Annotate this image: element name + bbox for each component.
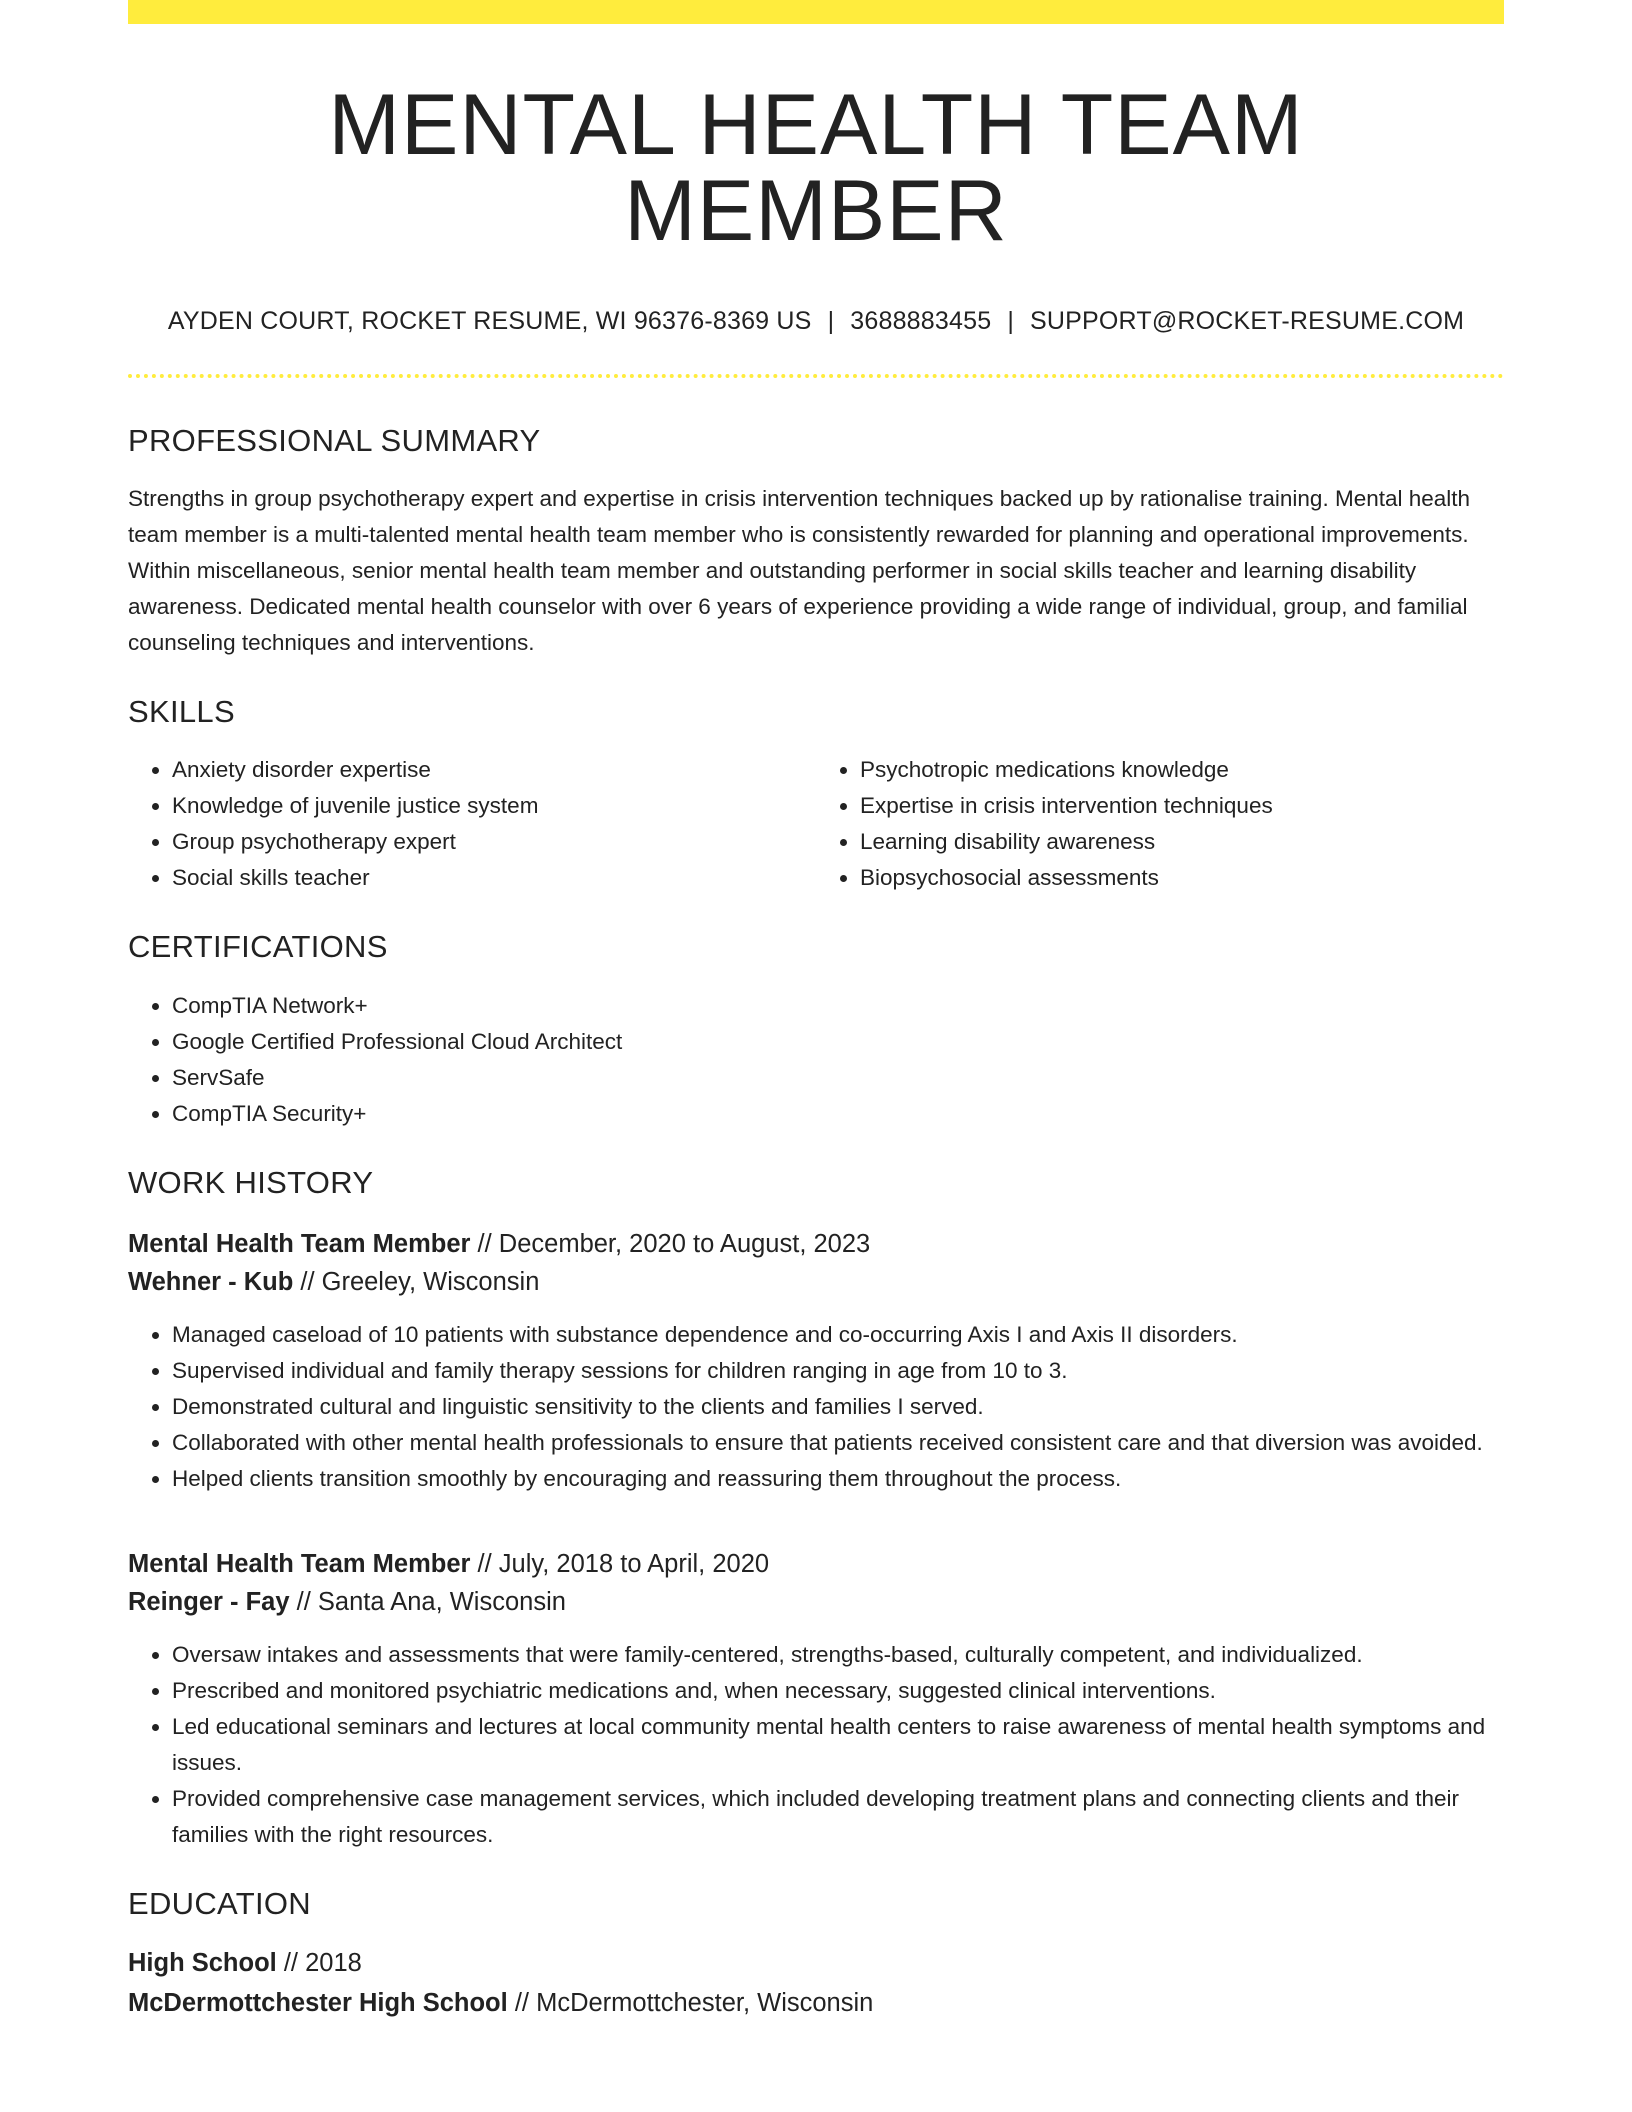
certification-item: • Google Certified Professional Cloud Architect bbox=[172, 1024, 1504, 1060]
job-company: Reinger - Fay bbox=[128, 1587, 290, 1616]
job-duties-list bbox=[128, 1637, 1504, 1853]
dotted-divider bbox=[128, 374, 1504, 378]
job-location: // Greeley, Wisconsin bbox=[293, 1267, 540, 1296]
skills-list-left bbox=[128, 752, 816, 896]
contact-phone: 3688883455 bbox=[850, 307, 992, 335]
job-location: // Santa Ana, Wisconsin bbox=[289, 1587, 566, 1616]
skill-item: • Knowledge of juvenile justice system bbox=[172, 788, 816, 824]
job-duty-item: • Oversaw intakes and assessments that were family-centered, strengths-based, culturally competent, and individualized. bbox=[172, 1637, 1504, 1673]
skill-item: • Psychotropic medications knowledge bbox=[860, 752, 1504, 788]
education-school-line bbox=[128, 1984, 1504, 2022]
job-dates: // December, 2020 to August, 2023 bbox=[470, 1229, 871, 1258]
contact-separator: | bbox=[827, 307, 835, 335]
skill-item: • Biopsychosocial assessments bbox=[860, 860, 1504, 896]
candidate-name: MENTAL HEALTH TEAM MEMBER bbox=[328, 77, 1304, 259]
job-role: Mental Health Team Member bbox=[128, 1229, 471, 1258]
job-title-line bbox=[128, 1225, 1504, 1263]
certification-item: • CompTIA Network+ bbox=[172, 988, 1504, 1024]
contact-line bbox=[128, 306, 1504, 336]
contact-email: SUPPORT@ROCKET-RESUME.COM bbox=[1030, 307, 1465, 335]
education-school: McDermottchester High School bbox=[128, 1988, 508, 2017]
resume-content bbox=[128, 0, 1504, 2022]
summary-heading: PROFESSIONAL SUMMARY bbox=[128, 423, 541, 458]
certification-item: • CompTIA Security+ bbox=[172, 1096, 1504, 1132]
education-heading: EDUCATION bbox=[128, 1885, 311, 1921]
contact-address: AYDEN COURT, ROCKET RESUME, WI 96376-8369 US bbox=[167, 307, 812, 335]
certifications-heading: CERTIFICATIONS bbox=[128, 929, 388, 965]
skills-heading: SKILLS bbox=[128, 694, 235, 730]
education-degree-line bbox=[128, 1944, 1504, 1982]
job-company: Wehner - Kub bbox=[128, 1267, 294, 1296]
skill-item: • Social skills teacher bbox=[172, 860, 816, 896]
skills-columns bbox=[128, 752, 1504, 896]
job-title-line bbox=[128, 1545, 1504, 1583]
job-company-line bbox=[128, 1583, 1504, 1621]
skill-item: • Learning disability awareness bbox=[860, 824, 1504, 860]
job-duty-item: • Helped clients transition smoothly by encouraging and reassuring them throughout the process. bbox=[172, 1461, 1504, 1497]
skill-item: • Expertise in crisis intervention techniques bbox=[860, 788, 1504, 824]
work-history-heading: WORK HISTORY bbox=[128, 1164, 374, 1200]
job-company-line bbox=[128, 1263, 1504, 1301]
summary-text: Strengths in group psychotherapy expert and expertise in crisis intervention techniques backed up by rationalise training. Mental health team member is a multi-talented mental health team member who is consistently rewarded for planning and operational improvements. Within miscellaneous, senior mental health team member and outstanding performer in social skills teacher and learning disability awareness. Dedicated mental health counselor with over 6 years of experience providing a wide range of individual, group, and familial counseling techniques and interventions. bbox=[128, 486, 1471, 656]
certification-item: • ServSafe bbox=[172, 1060, 1504, 1096]
skills-list-right bbox=[816, 752, 1504, 896]
job-duty-item: • Led educational seminars and lectures at local community mental health centers to raise awareness of mental health symptoms and issues. bbox=[172, 1709, 1504, 1781]
job-duty-item: • Collaborated with other mental health professionals to ensure that patients received consistent care and that diversion was avoided. bbox=[172, 1425, 1504, 1461]
education-location: // McDermottchester, Wisconsin bbox=[507, 1988, 874, 2017]
job-duty-item: • Managed caseload of 10 patients with substance dependence and co-occurring Axis I and Axis II disorders. bbox=[172, 1317, 1504, 1353]
job-duty-item: • Prescribed and monitored psychiatric medications and, when necessary, suggested clinical interventions. bbox=[172, 1673, 1504, 1709]
skill-item: • Group psychotherapy expert bbox=[172, 824, 816, 860]
certifications-list bbox=[128, 988, 1504, 1132]
job-dates: // July, 2018 to April, 2020 bbox=[470, 1549, 770, 1578]
job-duty-item: • Supervised individual and family therapy sessions for children ranging in age from 10 to 3. bbox=[172, 1353, 1504, 1389]
skill-item: • Anxiety disorder expertise bbox=[172, 752, 816, 788]
job-duty-item: • Provided comprehensive case management services, which included developing treatment plans and connecting clients and their families with the right resources. bbox=[172, 1781, 1504, 1853]
job-role: Mental Health Team Member bbox=[128, 1549, 471, 1578]
education-year: // 2018 bbox=[276, 1948, 362, 1977]
contact-separator: | bbox=[1007, 307, 1015, 335]
education-degree: High School bbox=[128, 1948, 277, 1977]
job-duty-item: • Demonstrated cultural and linguistic sensitivity to the clients and families I served. bbox=[172, 1389, 1504, 1425]
job-duties-list bbox=[128, 1317, 1504, 1497]
accent-bar bbox=[128, 0, 1504, 24]
